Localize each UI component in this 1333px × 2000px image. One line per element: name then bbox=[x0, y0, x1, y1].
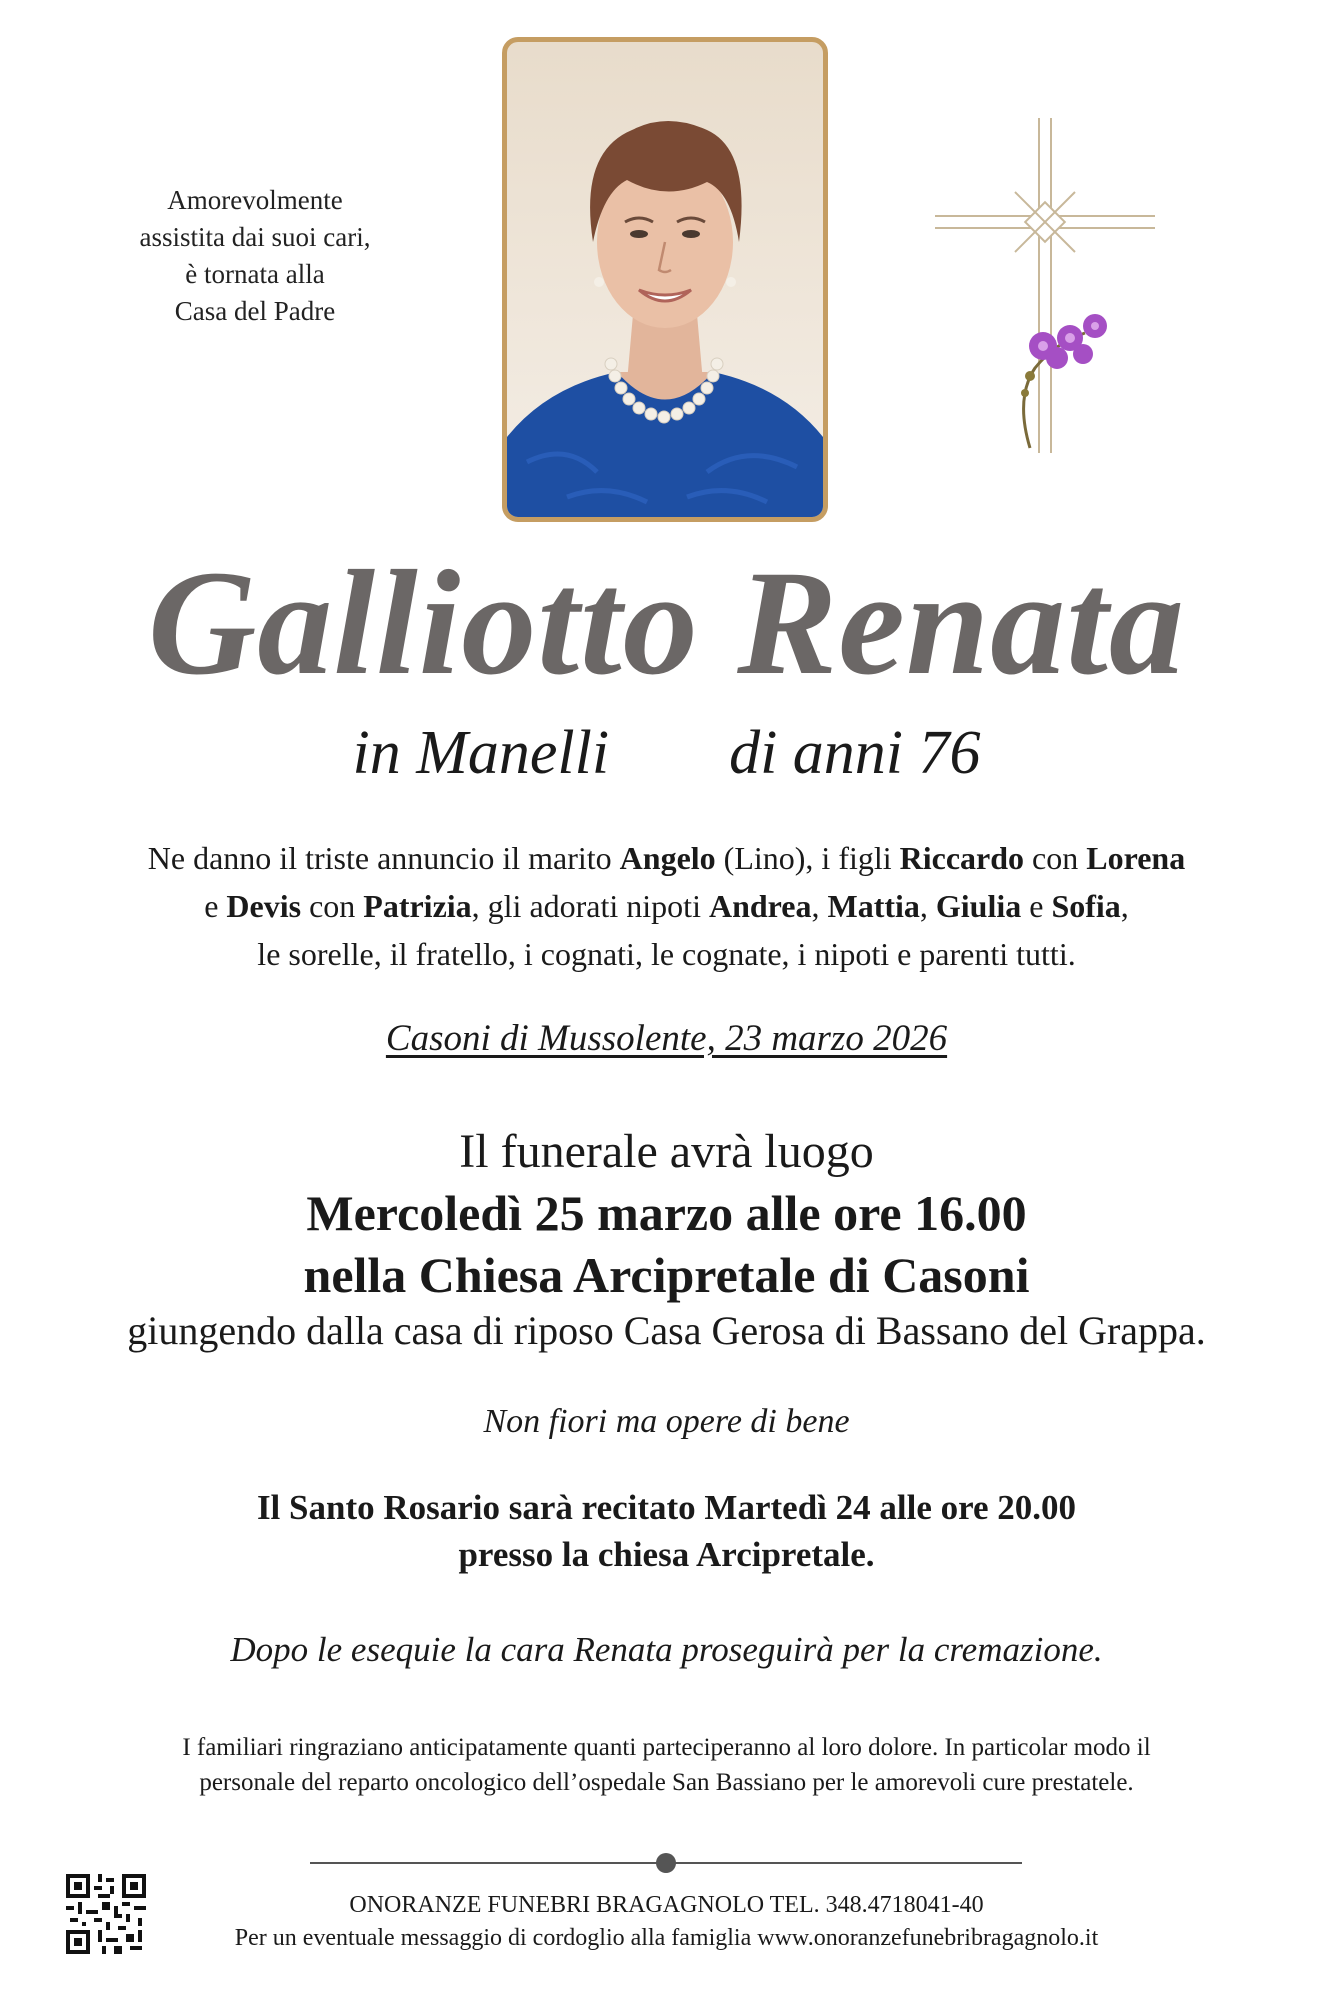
intro-line-2: assistita dai suoi cari, bbox=[139, 222, 371, 252]
deceased-name: Galliotto Renata bbox=[148, 540, 1185, 706]
portrait-photo bbox=[502, 37, 828, 522]
footer bbox=[0, 1889, 1333, 1955]
deceased-subtitle bbox=[0, 718, 1333, 788]
portrait-illustration bbox=[507, 42, 823, 517]
rosary-line-2: presso la chiesa Arcipretale. bbox=[458, 1535, 875, 1574]
funeral-line-1: Il funerale avrà luogo bbox=[459, 1125, 874, 1178]
intro-text bbox=[105, 182, 405, 330]
funeral-home-contact: ONORANZE FUNEBRI BRAGAGNOLO TEL. 348.4718041-40 bbox=[349, 1892, 984, 1918]
cross-icon bbox=[935, 118, 1155, 458]
thanks-note bbox=[40, 1730, 1293, 1800]
intro-line-1: Amorevolmente bbox=[167, 185, 343, 215]
rosary-info bbox=[0, 1484, 1333, 1578]
place-date bbox=[0, 1016, 1333, 1062]
announcement bbox=[30, 834, 1303, 978]
intro-line-4: Casa del Padre bbox=[174, 296, 336, 326]
funeral-line-4: giungendo dalla casa di riposo Casa Gerosa di Bassano del Grappa. bbox=[127, 1308, 1206, 1353]
place-date-text: Casoni di Mussolente, 23 marzo 2026 bbox=[385, 1018, 948, 1059]
orchid-icon bbox=[1021, 314, 1107, 448]
age: di anni 76 bbox=[729, 719, 981, 787]
intro-line-3: è tornata alla bbox=[185, 259, 325, 289]
divider-dot-icon bbox=[310, 1852, 1022, 1874]
condolence-website[interactable]: Per un eventuale messaggio di cordoglio alla famiglia www.onoranzefunebribragagnolo.it bbox=[234, 1925, 1099, 1951]
rosary-line-1: Il Santo Rosario sarà recitato Martedì 24 alle ore 20.00 bbox=[256, 1488, 1077, 1527]
funeral-info bbox=[0, 1122, 1333, 1356]
announcement-line-1: Ne danno il triste annuncio il marito Angelo (Lino), i figli Riccardo con Lorena bbox=[147, 840, 1186, 876]
announcement-line-3: le sorelle, il fratello, i cognati, le cognate, i nipoti e parenti tutti. bbox=[257, 936, 1076, 972]
thanks-line-2: personale del reparto oncologico dell’ospedale San Bassiano per le amorevoli cure prestatele. bbox=[199, 1769, 1134, 1796]
announcement-line-2: e Devis con Patrizia, gli adorati nipoti Andrea, Mattia, Giulia e Sofia, bbox=[204, 888, 1129, 924]
married-name: in Manelli bbox=[352, 719, 610, 787]
thanks-line-1: I familiari ringraziano anticipatamente quanti parteciperanno al loro dolore. In particolar modo il bbox=[182, 1734, 1151, 1761]
funeral-date: Mercoledì 25 marzo alle ore 16.00 bbox=[306, 1185, 1027, 1241]
funeral-location: nella Chiesa Arcipretale di Casoni bbox=[303, 1247, 1030, 1303]
cremation-note: Dopo le esequie la cara Renata proseguirà per la cremazione. bbox=[230, 1630, 1103, 1669]
flowers-note: Non fiori ma opere di bene bbox=[483, 1403, 850, 1440]
